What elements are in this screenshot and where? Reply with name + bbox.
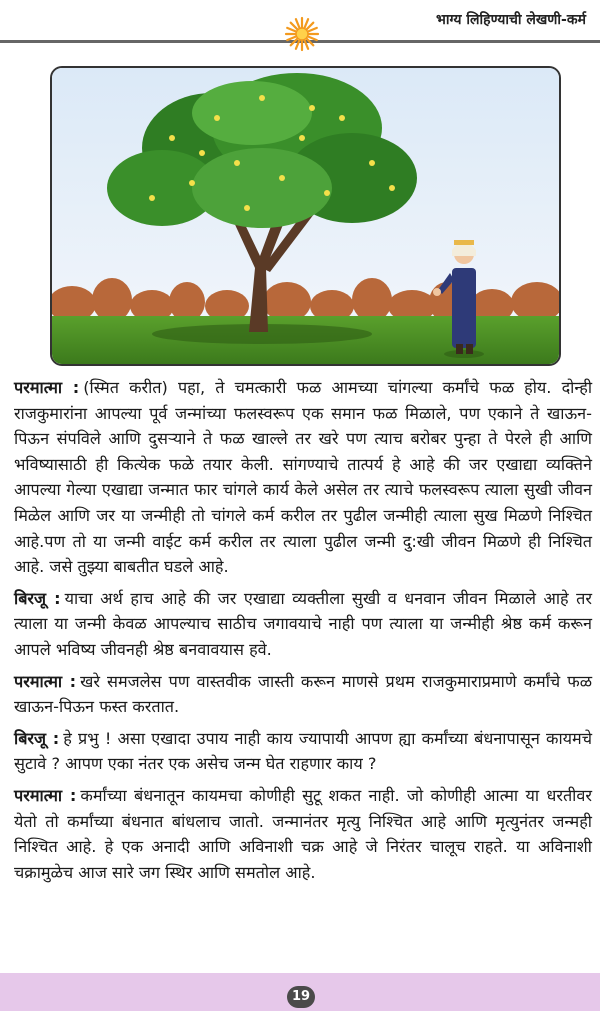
page-number: 19 [287, 986, 315, 1008]
dialogue-line: याचा अर्थ हाच आहे की जर एखाद्या व्यक्तीला सुखी व धनवान जीवन मिळाले आहे तर त्याला या जन्मी केवळ आपल्याच साठीच जगावयाचे नाही पण त्याला या जन्मीही श्रेष्ठ कर्म करून आपले भविष्य जीवनही श्रेष्ठ बनवावयास हवे. [14, 588, 592, 659]
dialogue-paragraph [14, 669, 592, 720]
dialogue-line: कर्मांच्या बंधनातून कायमचा कोणीही सुटू शकत नाही. जो कोणीही आत्मा या धरतीवर येतो तो कर्मांच्या बंधनात बांधलाच जातो. जन्मानंतर मृत्यु निश्चित आहे आणि मृत्युनंतर जन्मही निश्चित आहे. हे एक अनादी आणि अविनाशी चक्र आहे जे निरंतर चालूच राहते. या अविनाशी चक्रामुळेच आज सारे जग स्थिर आणि समतोल आहे. [14, 785, 592, 882]
dialogue-line: खरे समजलेस पण वास्तवीक जास्ती करून माणसे प्रथम राजकुमाराप्रमाणे कर्मांचे फळ खाऊन-पिऊन फस्त करतात. [14, 671, 593, 717]
dialogue-paragraph [14, 783, 592, 885]
speaker-label: परमात्मा : [14, 378, 80, 397]
dialogue-line: हे प्रभु ! असा एखादा उपाय नाही काय ज्यापायी आपण ह्या कर्मांच्या बंधनापासून कायमचे सुटावे ? आपण एका नंतर एक असेच जन्म घेत राहणार काय ? [14, 728, 592, 774]
page-header [0, 0, 600, 45]
dialogue-paragraph [14, 586, 592, 663]
dialogue-paragraph [14, 726, 592, 777]
header-title: भाग्य लिहिण्याची लेखणी-कर्म [436, 12, 586, 28]
illustration-svg [52, 68, 559, 364]
dialogue-text [14, 375, 592, 891]
dialogue-paragraph [14, 375, 592, 580]
speaker-label: बिरजू : [14, 728, 60, 748]
sun-logo-icon [284, 16, 320, 52]
speaker-label: परमात्मा : [14, 785, 77, 805]
tree-and-man-illustration [50, 66, 561, 366]
sun-logo-svg [284, 16, 320, 52]
speaker-label: बिरजू : [14, 588, 61, 608]
dialogue-line: (स्मित करीत) पहा, ते चमत्कारी फळ आमच्या चांगल्या कर्मांचे फळ होय. दोन्ही राजकुमारांना आपल्या पूर्व जन्मांच्या फलस्वरूप एक समान फळ मिळाले, पण एकाने ते खाऊन-पिऊन संपविले आणि दुसऱ्याने ते फळ खाल्ले तर खरे पण त्याच बरोबर पुन्हा ते पेरले ही आणि भविष्यासाठी ही कित्येक फळे तयार केली. सांगण्याचे तात्पर्य हे आहे की जर एखाद्या व्यक्तिने आपल्या गेल्या एखाद्या जन्मात फार चांगले कार्य केले असेल तर त्याचे फलस्वरूप त्याला सुखी जीवन मिळेल आणि जर या जन्मीही तो चांगले कर्म करील तर पुढील जन्मीही त्याला सुख मिळणे निश्चित आहे.पण तो या जन्मी वाईट कर्म करील तर त्याला पुढील जन्मी दु:खी जीवन मिळणे ही निश्चित आहे. जसे तुझ्या बाबतीत घडले आहे. [14, 378, 593, 577]
speaker-label: परमात्मा : [14, 671, 77, 691]
